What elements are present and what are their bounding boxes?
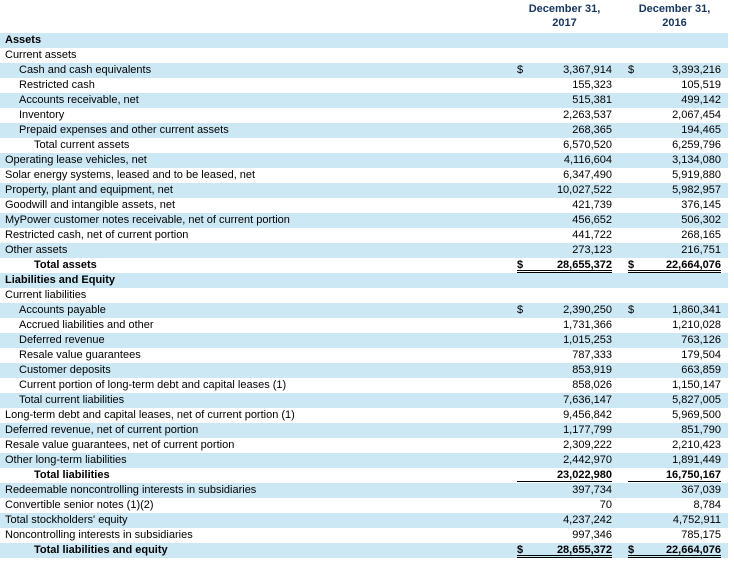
amount-2016-cell xyxy=(628,288,721,303)
amount-2016-cell xyxy=(628,468,721,483)
table-row xyxy=(0,93,728,108)
amount-2017-cell xyxy=(517,468,612,483)
column-gap xyxy=(612,453,628,468)
table-row xyxy=(0,138,728,153)
amount-2017-cell xyxy=(517,198,612,213)
row-right-margin xyxy=(721,123,728,138)
amount-2016: 22,664,076 xyxy=(665,544,721,556)
amount-2017: 787,333 xyxy=(572,349,612,361)
row-label: Total current liabilities xyxy=(19,394,125,406)
amount-2017-cell xyxy=(517,228,612,243)
amount-2017: 421,739 xyxy=(572,199,612,211)
row-label: Total assets xyxy=(34,259,97,271)
amount-2017-cell xyxy=(517,408,612,423)
table-row xyxy=(0,453,728,468)
amount-2017-cell xyxy=(517,48,612,63)
dollar-sign: $ xyxy=(628,304,635,316)
row-right-margin xyxy=(721,153,728,168)
row-right-margin xyxy=(721,78,728,93)
amount-2017: 456,652 xyxy=(572,214,612,226)
amount-2016: 1,150,147 xyxy=(672,379,721,391)
column-header-2017-line2: 2017 xyxy=(552,17,577,29)
amount-2016: 506,302 xyxy=(681,214,721,226)
table-row xyxy=(0,333,728,348)
column-header-2017-line1: December 31, xyxy=(528,3,601,15)
row-right-margin xyxy=(721,303,728,318)
header-column-gap xyxy=(612,2,628,33)
amount-2016: 16,750,167 xyxy=(665,469,721,481)
column-gap xyxy=(612,93,628,108)
column-header-2016-line2: 2016 xyxy=(662,17,687,29)
amount-2017: 6,347,490 xyxy=(563,169,612,181)
table-row xyxy=(0,303,728,318)
row-right-margin xyxy=(721,273,728,288)
column-gap xyxy=(612,153,628,168)
amount-2017-cell xyxy=(517,258,612,273)
table-row xyxy=(0,528,728,543)
table-row xyxy=(0,198,728,213)
amount-2017: 155,323 xyxy=(572,79,612,91)
amount-2016: 2,067,454 xyxy=(672,109,721,121)
amount-2017: 3,367,914 xyxy=(563,64,612,76)
amount-2017: 858,026 xyxy=(572,379,612,391)
amount-2016-cell xyxy=(628,63,721,78)
row-label: Property, plant and equipment, net xyxy=(5,184,173,196)
row-label: Other long-term liabilities xyxy=(5,454,127,466)
row-label: Current assets xyxy=(5,49,77,61)
row-label: Noncontrolling interests in subsidiaries xyxy=(5,529,193,541)
amount-2017: 1,731,366 xyxy=(563,319,612,331)
table-row xyxy=(0,48,728,63)
amount-2017-cell xyxy=(517,348,612,363)
amount-2017-cell xyxy=(517,33,612,48)
row-right-margin xyxy=(721,33,728,48)
row-right-margin xyxy=(721,543,728,558)
row-right-margin xyxy=(721,393,728,408)
column-gap xyxy=(612,138,628,153)
amount-2016: 4,752,911 xyxy=(672,514,721,526)
amount-2016-cell xyxy=(628,228,721,243)
amount-2017-cell xyxy=(517,513,612,528)
row-label: Solar energy systems, leased and to be leased, net xyxy=(5,169,256,181)
amount-2017-cell xyxy=(517,333,612,348)
amount-2016-cell xyxy=(628,108,721,123)
table-row xyxy=(0,258,728,273)
amount-2016-cell xyxy=(628,303,721,318)
row-label: Total liabilities and equity xyxy=(34,544,168,556)
row-label: Total stockholders' equity xyxy=(5,514,128,526)
table-row xyxy=(0,363,728,378)
amount-2016-cell xyxy=(628,198,721,213)
amount-2016-cell xyxy=(628,378,721,393)
row-label: Accounts receivable, net xyxy=(19,94,139,106)
amount-2017-cell xyxy=(517,393,612,408)
table-row xyxy=(0,408,728,423)
row-label: Deferred revenue, net of current portion xyxy=(5,424,199,436)
table-row xyxy=(0,183,728,198)
amount-2017-cell xyxy=(517,273,612,288)
row-label: Customer deposits xyxy=(19,364,111,376)
amount-2016-cell xyxy=(628,318,721,333)
dollar-sign: $ xyxy=(628,544,635,556)
column-gap xyxy=(612,438,628,453)
column-header-2016-line1: December 31, xyxy=(638,3,711,15)
amount-2016 xyxy=(628,33,721,48)
table-header xyxy=(0,0,728,33)
amount-2017: 2,390,250 xyxy=(563,304,612,316)
amount-2017-cell xyxy=(517,123,612,138)
amount-2016-cell xyxy=(628,168,721,183)
amount-2017: 28,655,372 xyxy=(556,259,612,271)
column-gap xyxy=(612,378,628,393)
amount-2016: 1,860,341 xyxy=(672,304,721,316)
amount-2017-cell xyxy=(517,378,612,393)
amount-2017-cell xyxy=(517,288,612,303)
amount-2017-cell xyxy=(517,438,612,453)
row-label: Liabilities and Equity xyxy=(5,274,116,286)
column-gap xyxy=(612,543,628,558)
amount-2016-cell xyxy=(628,123,721,138)
amount-2016: 194,465 xyxy=(681,124,721,136)
amount-2016: 663,859 xyxy=(681,364,721,376)
row-label: Inventory xyxy=(19,109,65,121)
table-row xyxy=(0,468,728,483)
row-right-margin xyxy=(721,183,728,198)
amount-2016-cell xyxy=(628,153,721,168)
amount-2017-cell xyxy=(517,138,612,153)
column-gap xyxy=(612,318,628,333)
amount-2017-cell xyxy=(517,213,612,228)
amount-2016-cell xyxy=(628,93,721,108)
row-right-margin xyxy=(721,213,728,228)
amount-2017-cell xyxy=(517,78,612,93)
row-label: Restricted cash xyxy=(19,79,95,91)
column-gap xyxy=(612,333,628,348)
amount-2017: 2,309,222 xyxy=(563,439,612,451)
column-gap xyxy=(612,483,628,498)
dollar-sign: $ xyxy=(517,64,524,76)
row-label: Prepaid expenses and other current assets xyxy=(19,124,229,136)
amount-2017: 70 xyxy=(599,499,612,511)
amount-2016: 5,982,957 xyxy=(672,184,721,196)
table-row xyxy=(0,63,728,78)
table-row xyxy=(0,483,728,498)
row-label: Current liabilities xyxy=(5,289,87,301)
amount-2016: 22,664,076 xyxy=(665,259,721,271)
row-label: Other assets xyxy=(5,244,68,256)
amount-2016: 1,210,028 xyxy=(672,319,721,331)
amount-2016: 5,969,500 xyxy=(672,409,721,421)
row-label: Long-term debt and capital leases, net of current portion (1) xyxy=(5,409,295,421)
table-row xyxy=(0,438,728,453)
row-label: Operating lease vehicles, net xyxy=(5,154,147,166)
row-right-margin xyxy=(721,168,728,183)
amount-2016-cell xyxy=(628,258,721,273)
amount-2016: 499,142 xyxy=(681,94,721,106)
amount-2017: 1,177,799 xyxy=(563,424,612,436)
column-header-2016 xyxy=(628,2,721,33)
column-gap xyxy=(612,243,628,258)
amount-2017: 2,442,970 xyxy=(563,454,612,466)
dollar-sign: $ xyxy=(628,64,635,76)
amount-2017: 997,346 xyxy=(572,529,612,541)
amount-2016: 2,210,423 xyxy=(672,439,721,451)
row-right-margin xyxy=(721,228,728,243)
table-row xyxy=(0,33,728,48)
row-label: Assets xyxy=(5,34,42,46)
row-right-margin xyxy=(721,483,728,498)
amount-2017: 28,655,372 xyxy=(556,544,612,556)
amount-2017-cell xyxy=(517,363,612,378)
row-label: Current portion of long-term debt and capital leases (1) xyxy=(19,379,287,391)
row-right-margin xyxy=(721,453,728,468)
row-label: Cash and cash equivalents xyxy=(19,64,152,76)
amount-2016 xyxy=(628,48,721,63)
dollar-sign: $ xyxy=(517,259,524,271)
amount-2016-cell xyxy=(628,543,721,558)
amount-2017: 853,919 xyxy=(572,364,612,376)
amount-2016-cell xyxy=(628,183,721,198)
amount-2017: 273,123 xyxy=(572,244,612,256)
amount-2017: 397,734 xyxy=(572,484,612,496)
amount-2016-cell xyxy=(628,333,721,348)
amount-2016-cell xyxy=(628,33,721,48)
amount-2016: 367,039 xyxy=(681,484,721,496)
row-right-margin xyxy=(721,423,728,438)
table-row xyxy=(0,108,728,123)
column-gap xyxy=(612,198,628,213)
table-row xyxy=(0,288,728,303)
amount-2017-cell xyxy=(517,63,612,78)
amount-2016-cell xyxy=(628,48,721,63)
amount-2016: 6,259,796 xyxy=(672,139,721,151)
amount-2016-cell xyxy=(628,273,721,288)
row-right-margin xyxy=(721,108,728,123)
table-row xyxy=(0,393,728,408)
column-gap xyxy=(612,288,628,303)
amount-2017 xyxy=(517,288,612,303)
amount-2017: 6,570,520 xyxy=(563,139,612,151)
amount-2016: 785,175 xyxy=(681,529,721,541)
row-right-margin xyxy=(721,258,728,273)
amount-2017: 2,263,537 xyxy=(563,109,612,121)
amount-2016-cell xyxy=(628,78,721,93)
amount-2017-cell xyxy=(517,423,612,438)
amount-2017 xyxy=(517,48,612,63)
row-right-margin xyxy=(721,513,728,528)
column-gap xyxy=(612,123,628,138)
table-row xyxy=(0,228,728,243)
amount-2016: 5,827,005 xyxy=(672,394,721,406)
amount-2016 xyxy=(628,273,721,288)
row-right-margin xyxy=(721,498,728,513)
table-row xyxy=(0,378,728,393)
amount-2017: 23,022,980 xyxy=(556,469,612,481)
column-gap xyxy=(612,408,628,423)
column-gap xyxy=(612,498,628,513)
column-gap xyxy=(612,108,628,123)
dollar-sign: $ xyxy=(517,544,524,556)
amount-2017-cell xyxy=(517,303,612,318)
table-row xyxy=(0,123,728,138)
amount-2017-cell xyxy=(517,168,612,183)
column-gap xyxy=(612,528,628,543)
column-gap xyxy=(612,393,628,408)
table-row xyxy=(0,273,728,288)
table-row xyxy=(0,318,728,333)
row-right-margin xyxy=(721,198,728,213)
amount-2016-cell xyxy=(628,528,721,543)
row-label: Goodwill and intangible assets, net xyxy=(5,199,175,211)
amount-2016: 105,519 xyxy=(681,79,721,91)
column-gap xyxy=(612,348,628,363)
row-label: MyPower customer notes receivable, net of current portion xyxy=(5,214,290,226)
table-row xyxy=(0,498,728,513)
amount-2016: 376,145 xyxy=(681,199,721,211)
amount-2017 xyxy=(517,33,612,48)
row-label: Deferred revenue xyxy=(19,334,105,346)
column-gap xyxy=(612,168,628,183)
amount-2016: 5,919,880 xyxy=(672,169,721,181)
amount-2016-cell xyxy=(628,138,721,153)
amount-2016-cell xyxy=(628,393,721,408)
row-label: Resale value guarantees xyxy=(19,349,141,361)
amount-2016-cell xyxy=(628,483,721,498)
amount-2017-cell xyxy=(517,498,612,513)
amount-2016-cell xyxy=(628,438,721,453)
row-label: Total liabilities xyxy=(34,469,110,481)
amount-2016: 1,891,449 xyxy=(672,454,721,466)
column-gap xyxy=(612,213,628,228)
table-row xyxy=(0,78,728,93)
dollar-sign: $ xyxy=(517,304,524,316)
column-gap xyxy=(612,363,628,378)
column-gap xyxy=(612,258,628,273)
amount-2016-cell xyxy=(628,513,721,528)
amount-2017-cell xyxy=(517,183,612,198)
dollar-sign: $ xyxy=(628,259,635,271)
row-right-margin xyxy=(721,48,728,63)
amount-2016 xyxy=(628,288,721,303)
table-row xyxy=(0,153,728,168)
amount-2017 xyxy=(517,273,612,288)
column-gap xyxy=(612,423,628,438)
row-right-margin xyxy=(721,528,728,543)
amount-2016-cell xyxy=(628,408,721,423)
column-gap xyxy=(612,228,628,243)
table-row xyxy=(0,243,728,258)
amount-2016-cell xyxy=(628,363,721,378)
table-row xyxy=(0,168,728,183)
table-row xyxy=(0,543,728,558)
column-gap xyxy=(612,183,628,198)
amount-2016: 268,165 xyxy=(681,229,721,241)
row-right-margin xyxy=(721,408,728,423)
amount-2017: 7,636,147 xyxy=(563,394,612,406)
table-row xyxy=(0,513,728,528)
row-right-margin xyxy=(721,363,728,378)
column-gap xyxy=(612,48,628,63)
row-right-margin xyxy=(721,333,728,348)
amount-2016-cell xyxy=(628,423,721,438)
amount-2016: 8,784 xyxy=(693,499,721,511)
amount-2017: 4,237,242 xyxy=(563,514,612,526)
column-gap xyxy=(612,33,628,48)
row-right-margin xyxy=(721,348,728,363)
amount-2017-cell xyxy=(517,93,612,108)
table-row xyxy=(0,423,728,438)
row-right-margin xyxy=(721,243,728,258)
row-label: Total current assets xyxy=(34,139,130,151)
column-gap xyxy=(612,513,628,528)
amount-2017: 515,381 xyxy=(572,94,612,106)
amount-2017-cell xyxy=(517,453,612,468)
amount-2016: 179,504 xyxy=(681,349,721,361)
row-right-margin xyxy=(721,438,728,453)
row-label: Redeemable noncontrolling interests in subsidiaries xyxy=(5,484,257,496)
table-row xyxy=(0,213,728,228)
amount-2017: 441,722 xyxy=(572,229,612,241)
row-right-margin xyxy=(721,468,728,483)
column-gap xyxy=(612,273,628,288)
amount-2017: 9,456,842 xyxy=(563,409,612,421)
amount-2017-cell xyxy=(517,108,612,123)
amount-2017-cell xyxy=(517,318,612,333)
row-label: Convertible senior notes (1)(2) xyxy=(5,499,154,511)
row-label: Resale value guarantees, net of current portion xyxy=(5,439,235,451)
amount-2016: 3,134,080 xyxy=(672,154,721,166)
amount-2017: 268,365 xyxy=(572,124,612,136)
amount-2017: 1,015,253 xyxy=(563,334,612,346)
column-gap xyxy=(612,78,628,93)
row-right-margin xyxy=(721,93,728,108)
amount-2016: 763,126 xyxy=(681,334,721,346)
amount-2017: 4,116,604 xyxy=(563,154,612,166)
amount-2017-cell xyxy=(517,528,612,543)
amount-2017: 10,027,522 xyxy=(556,184,612,196)
row-right-margin xyxy=(721,378,728,393)
table-body xyxy=(0,33,734,558)
amount-2017-cell xyxy=(517,483,612,498)
column-gap xyxy=(612,63,628,78)
amount-2016: 216,751 xyxy=(681,244,721,256)
column-gap xyxy=(612,468,628,483)
table-row xyxy=(0,348,728,363)
amount-2016-cell xyxy=(628,498,721,513)
row-right-margin xyxy=(721,288,728,303)
amount-2017-cell xyxy=(517,543,612,558)
row-label: Accounts payable xyxy=(19,304,106,316)
amount-2016-cell xyxy=(628,243,721,258)
amount-2016-cell xyxy=(628,348,721,363)
row-label: Accrued liabilities and other xyxy=(19,319,154,331)
amount-2016-cell xyxy=(628,453,721,468)
row-right-margin xyxy=(721,318,728,333)
row-label: Restricted cash, net of current portion xyxy=(5,229,189,241)
row-right-margin xyxy=(721,138,728,153)
column-gap xyxy=(612,303,628,318)
amount-2017-cell xyxy=(517,243,612,258)
amount-2016: 851,790 xyxy=(681,424,721,436)
column-header-2017 xyxy=(517,2,612,33)
header-right-margin xyxy=(721,2,728,33)
row-right-margin xyxy=(721,63,728,78)
amount-2016: 3,393,216 xyxy=(672,64,721,76)
header-label-spacer xyxy=(0,2,517,33)
amount-2017-cell xyxy=(517,153,612,168)
amount-2016-cell xyxy=(628,213,721,228)
